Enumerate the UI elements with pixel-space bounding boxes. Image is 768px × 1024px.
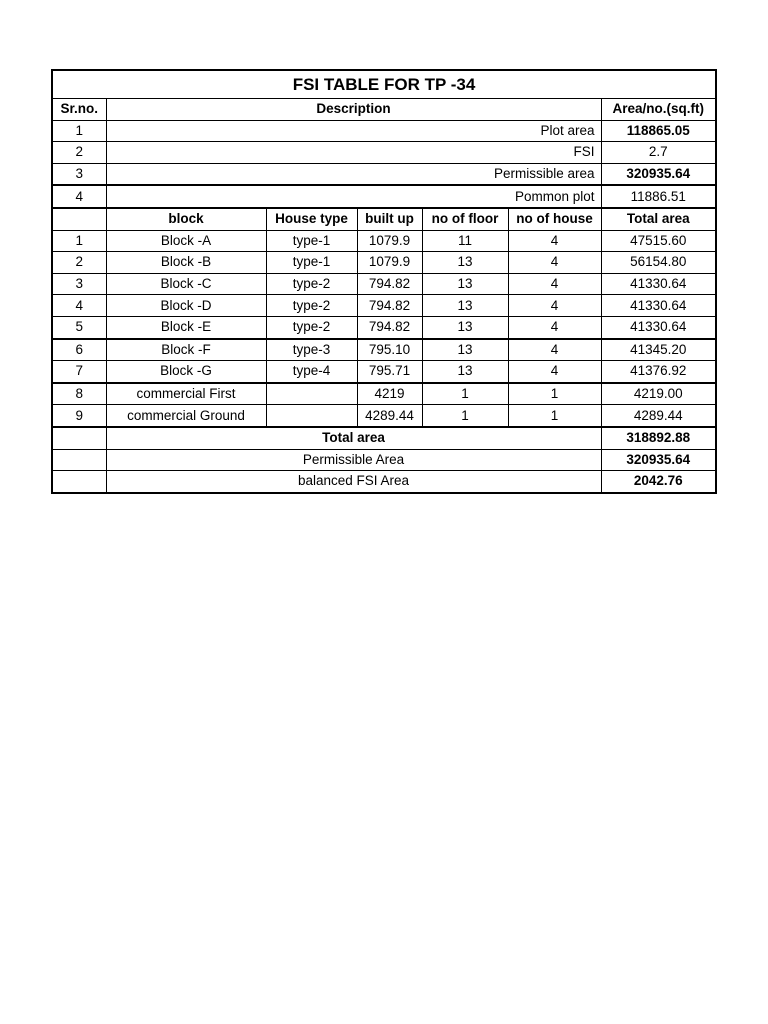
cell-sr: 2 <box>52 252 106 274</box>
cell-block: Block -E <box>106 316 266 338</box>
cell-houses: 1 <box>508 383 601 405</box>
cell-sr: 6 <box>52 339 106 361</box>
table-row <box>52 230 716 252</box>
summary-label: FSI <box>106 142 601 164</box>
block-header-houses: no of house <box>508 208 601 230</box>
cell-floors: 13 <box>422 273 508 295</box>
fsi-table <box>51 69 717 494</box>
cell-floors: 11 <box>422 230 508 252</box>
summary-row <box>52 120 716 142</box>
table-row <box>52 405 716 427</box>
cell-houses: 4 <box>508 316 601 338</box>
cell-sr: 5 <box>52 316 106 338</box>
cell-total: 4289.44 <box>601 405 716 427</box>
cell-floors: 13 <box>422 316 508 338</box>
totals-label: Total area <box>106 427 601 449</box>
cell-block: Block -D <box>106 295 266 317</box>
cell-houses: 4 <box>508 295 601 317</box>
cell-built-up: 1079.9 <box>357 252 422 274</box>
cell-built-up: 794.82 <box>357 273 422 295</box>
cell-built-up: 1079.9 <box>357 230 422 252</box>
header-description: Description <box>106 99 601 121</box>
summary-row <box>52 185 716 208</box>
cell-block: commercial Ground <box>106 405 266 427</box>
cell-total: 56154.80 <box>601 252 716 274</box>
cell-floors: 13 <box>422 295 508 317</box>
summary-value: 320935.64 <box>601 163 716 185</box>
cell-total: 41376.92 <box>601 361 716 383</box>
header-row <box>52 99 716 121</box>
cell-house-type: type-3 <box>266 339 357 361</box>
cell-house-type: type-1 <box>266 230 357 252</box>
cell-house-type <box>266 383 357 405</box>
table-row <box>52 316 716 338</box>
table-row <box>52 361 716 383</box>
cell-total: 41345.20 <box>601 339 716 361</box>
cell-house-type <box>266 405 357 427</box>
cell-house-type: type-2 <box>266 316 357 338</box>
table-row <box>52 339 716 361</box>
cell-total: 4219.00 <box>601 383 716 405</box>
cell-house-type: type-4 <box>266 361 357 383</box>
cell-sr: 1 <box>52 230 106 252</box>
block-header-floors: no of floor <box>422 208 508 230</box>
summary-value: 118865.05 <box>601 120 716 142</box>
totals-value: 2042.76 <box>601 471 716 493</box>
cell-floors: 1 <box>422 383 508 405</box>
totals-label: Permissible Area <box>106 449 601 471</box>
summary-row <box>52 163 716 185</box>
cell-houses: 4 <box>508 273 601 295</box>
summary-label: Plot area <box>106 120 601 142</box>
cell-built-up: 795.71 <box>357 361 422 383</box>
summary-sr: 2 <box>52 142 106 164</box>
cell-built-up: 794.82 <box>357 316 422 338</box>
cell-sr: 7 <box>52 361 106 383</box>
cell-total: 41330.64 <box>601 316 716 338</box>
summary-row <box>52 142 716 164</box>
totals-row <box>52 449 716 471</box>
cell-built-up: 795.10 <box>357 339 422 361</box>
block-header-built-up: built up <box>357 208 422 230</box>
cell-sr: 8 <box>52 383 106 405</box>
cell-sr: 9 <box>52 405 106 427</box>
cell-sr: 4 <box>52 295 106 317</box>
cell-floors: 13 <box>422 339 508 361</box>
header-area: Area/no.(sq.ft) <box>601 99 716 121</box>
totals-sr <box>52 471 106 493</box>
table-row <box>52 273 716 295</box>
totals-row <box>52 427 716 449</box>
cell-houses: 4 <box>508 252 601 274</box>
cell-block: Block -C <box>106 273 266 295</box>
fsi-spreadsheet <box>51 69 715 494</box>
totals-value: 320935.64 <box>601 449 716 471</box>
cell-houses: 1 <box>508 405 601 427</box>
summary-label: Pommon plot <box>106 185 601 208</box>
cell-built-up: 4289.44 <box>357 405 422 427</box>
cell-block: Block -B <box>106 252 266 274</box>
summary-sr: 4 <box>52 185 106 208</box>
cell-floors: 13 <box>422 361 508 383</box>
summary-value: 11886.51 <box>601 185 716 208</box>
cell-total: 41330.64 <box>601 273 716 295</box>
summary-sr: 3 <box>52 163 106 185</box>
summary-sr: 1 <box>52 120 106 142</box>
cell-block: Block -A <box>106 230 266 252</box>
cell-sr: 3 <box>52 273 106 295</box>
cell-total: 41330.64 <box>601 295 716 317</box>
cell-house-type: type-2 <box>266 295 357 317</box>
cell-floors: 1 <box>422 405 508 427</box>
block-header-block: block <box>106 208 266 230</box>
totals-sr <box>52 427 106 449</box>
totals-label: balanced FSI Area <box>106 471 601 493</box>
totals-value: 318892.88 <box>601 427 716 449</box>
cell-total: 47515.60 <box>601 230 716 252</box>
cell-built-up: 794.82 <box>357 295 422 317</box>
cell-floors: 13 <box>422 252 508 274</box>
cell-houses: 4 <box>508 361 601 383</box>
table-row <box>52 295 716 317</box>
cell-built-up: 4219 <box>357 383 422 405</box>
block-header-total: Total area <box>601 208 716 230</box>
block-header-row <box>52 208 716 230</box>
totals-row <box>52 471 716 493</box>
totals-sr <box>52 449 106 471</box>
summary-label: Permissible area <box>106 163 601 185</box>
cell-houses: 4 <box>508 230 601 252</box>
table-row <box>52 383 716 405</box>
cell-house-type: type-2 <box>266 273 357 295</box>
block-header-sr <box>52 208 106 230</box>
table-title: FSI TABLE FOR TP -34 <box>52 70 716 99</box>
cell-houses: 4 <box>508 339 601 361</box>
cell-block: commercial First <box>106 383 266 405</box>
table-row <box>52 252 716 274</box>
cell-house-type: type-1 <box>266 252 357 274</box>
summary-value: 2.7 <box>601 142 716 164</box>
header-srno: Sr.no. <box>52 99 106 121</box>
block-header-house-type: House type <box>266 208 357 230</box>
cell-block: Block -G <box>106 361 266 383</box>
cell-block: Block -F <box>106 339 266 361</box>
